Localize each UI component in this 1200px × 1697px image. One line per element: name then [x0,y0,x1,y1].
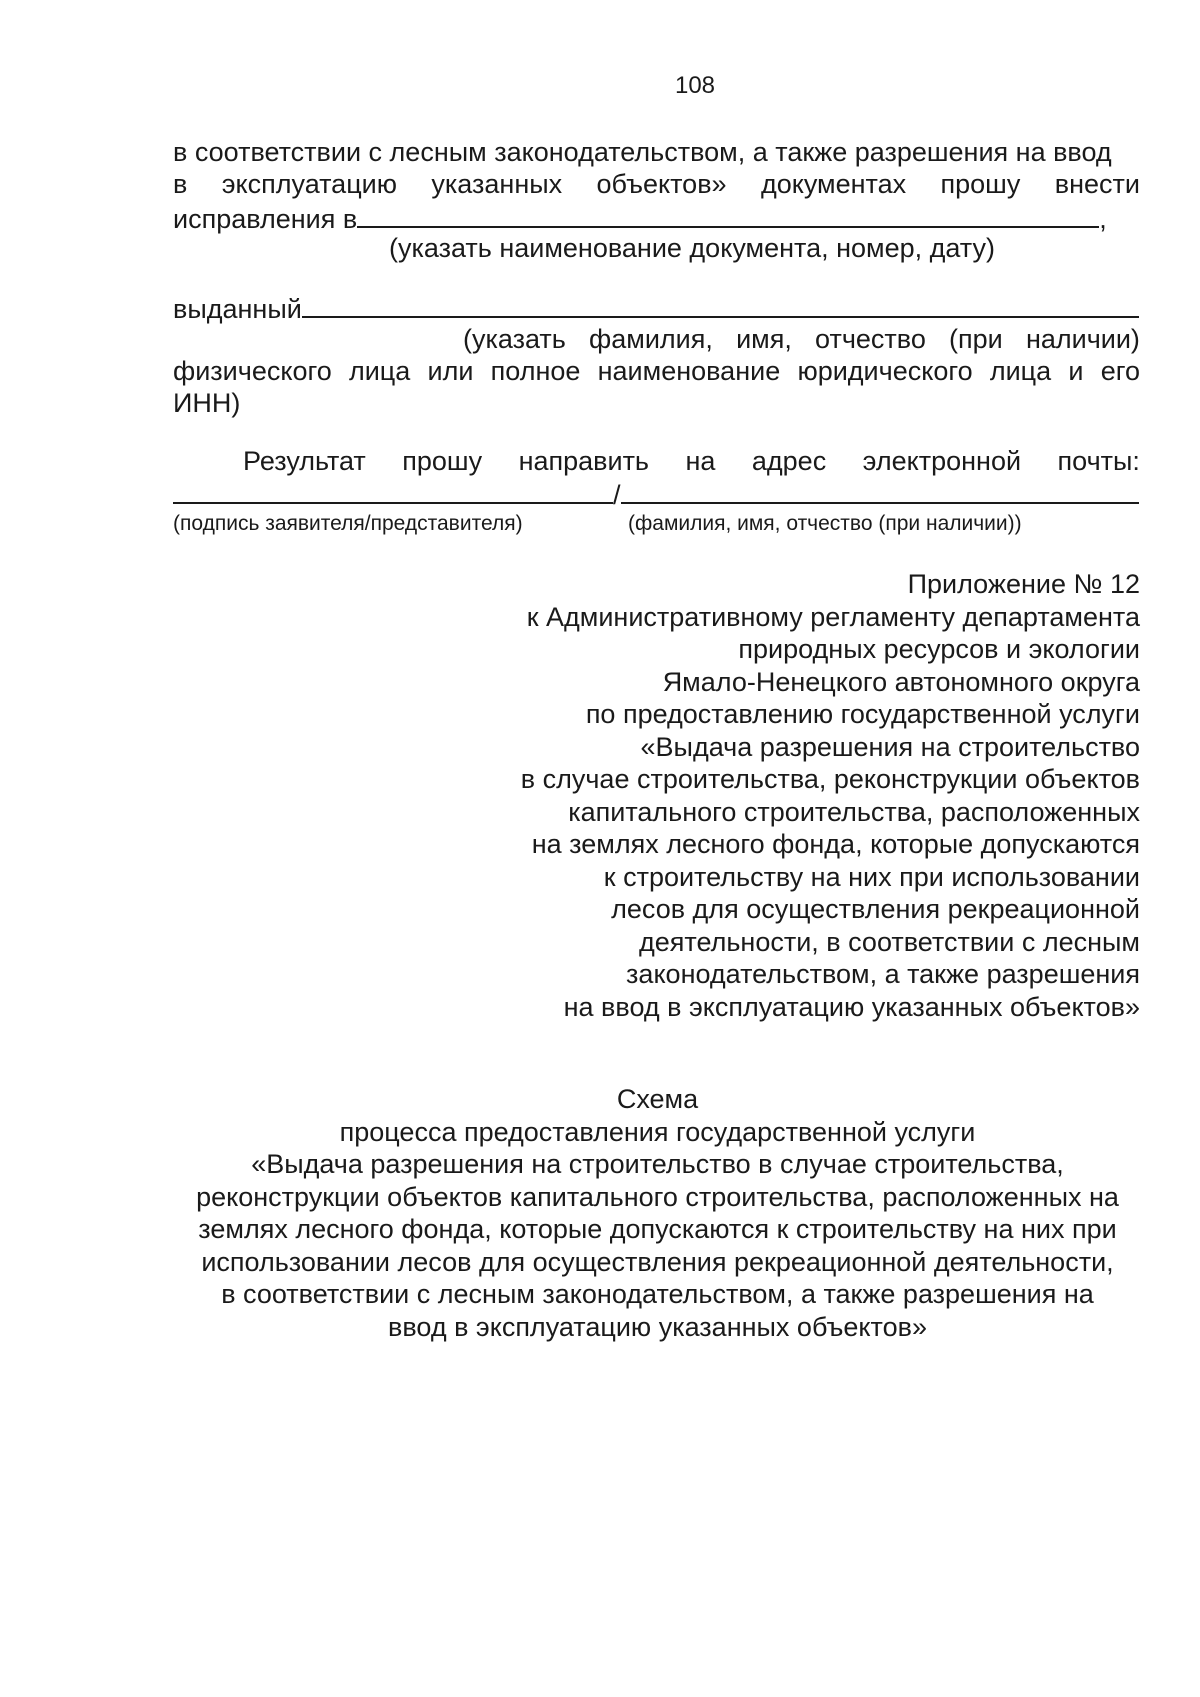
name-blank-field[interactable] [621,476,1139,504]
word: документах [760,169,907,199]
scheme-line: реконструкции объектов капитального строительства, расположенных на [196,1181,1119,1212]
word: электронной [862,446,1022,476]
word: или [427,356,474,386]
scheme-title: Схема [616,1084,699,1114]
document-blank-field[interactable] [357,200,1099,228]
appendix-line: на землях лесного фонда, которые допускаются [531,829,1140,859]
signature-caption: (подпись заявителя/представителя) [173,512,523,535]
word: отчество [815,324,926,354]
issued-blank-field[interactable] [302,290,1139,318]
appendix-line: в случае строительства, реконструкции объектов [520,764,1140,794]
issued-hint [463,323,1140,355]
appendix-line: законодательством, а также разрешения [626,959,1140,989]
appendix-line: природных ресурсов и экологии [738,634,1140,664]
signature-line [173,476,1139,511]
scheme-heading [0,1083,1200,1343]
comma: , [1099,204,1107,234]
word: имя, [736,324,792,354]
word: эксплуатацию [221,169,397,199]
scheme-line: землях лесного фонда, которые допускаются к строительству на них при [198,1214,1117,1244]
word: юридического [797,356,973,386]
name-caption: (фамилия, имя, отчество (при наличии)) [628,512,1022,535]
signature-blank-field[interactable] [173,476,613,504]
appendix-line: Ямало-Ненецкого автономного округа [662,666,1140,697]
word: адрес [751,446,827,476]
word: полное [490,356,581,386]
word: почты: [1057,446,1140,476]
intro-line-1: в соответствии с лесным законодательством, а также разрешения на ввод [173,137,1112,167]
scheme-line: в соответствии с лесным законодательством, а также разрешения на [221,1279,1094,1309]
appendix-line: по предоставлению государственной услуги [585,699,1140,729]
issued-line-2 [173,355,1140,387]
word: (указать [463,324,566,354]
word: прошу [402,446,483,476]
word: наименование [597,356,781,386]
word: (при [949,324,1003,354]
appendix-line: на ввод в эксплуатацию указанных объектов» [563,991,1140,1022]
intro-line-3 [173,200,1107,235]
word: фамилия, [589,324,713,354]
word: лица [989,356,1052,386]
appendix-line: «Выдача разрешения на строительство [640,731,1140,762]
appendix-line: Приложение № 12 [907,569,1140,599]
appendix-line: к Административному регламенту департамента [526,601,1140,632]
word: и [1068,356,1084,386]
word: направить [518,446,650,476]
issued-line-3: ИНН) [173,388,241,418]
word: Результат [243,446,366,476]
intro-line-2 [173,168,1140,200]
issued-label: выданный [173,294,302,324]
appendix-line: к строительству на них при использовании [603,861,1140,892]
scheme-line: «Выдача разрешения на строительство в случае строительства, [251,1149,1064,1179]
document-hint: (указать наименование документа, номер, дату) [389,233,995,263]
result-line [243,445,1140,477]
word: объектов» [596,169,727,199]
word: указанных [431,169,563,199]
separator: / [613,480,621,510]
word: на [685,446,716,476]
word: в [173,169,188,199]
word: прошу [940,169,1021,199]
word: его [1100,356,1140,386]
issued-line [173,290,1139,325]
word: лица [348,356,411,386]
appendix-line: деятельности, в соответствии с лесным [639,926,1140,957]
page-number: 108 [674,72,716,99]
appendix-block [521,568,1140,1023]
appendix-line: капитального строительства, расположенных [568,796,1140,827]
word: внести [1054,169,1140,199]
appendix-line: лесов для осуществления рекреационной [611,894,1140,924]
scheme-line: использовании лесов для осуществления рекреационной деятельности, [201,1246,1114,1277]
word: наличии) [1025,324,1140,354]
word: физического [173,356,332,386]
scheme-line: ввод в эксплуатацию указанных объектов» [388,1311,927,1342]
scheme-line: процесса предоставления государственной услуги [339,1116,976,1147]
corrections-label: исправления в [173,204,358,234]
